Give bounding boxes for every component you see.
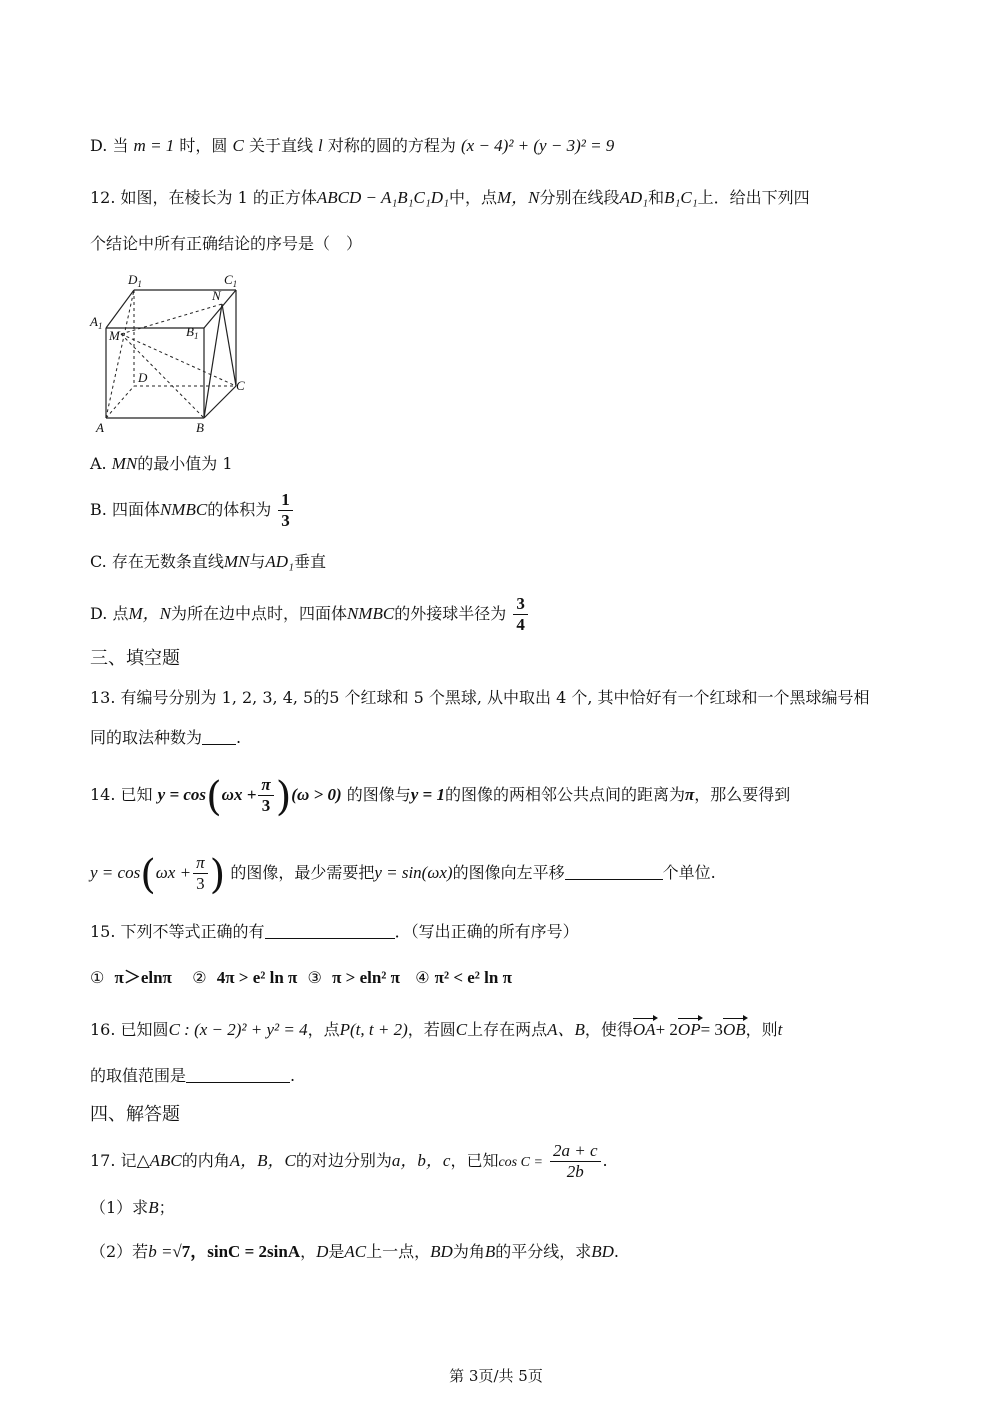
- answer-blank[interactable]: [202, 728, 236, 745]
- q12-option-a: A. MN的最小值为 1: [90, 454, 233, 473]
- q17-stem: 17. 记△ABC的内角A，B，C的对边分别为a，b，c，已知cos C = $\frac{2a + c}{2b}$ .: [90, 1141, 608, 1181]
- q15-line1: 15. 下列不等式正确的有 ．（写出正确的所有序号）: [90, 922, 579, 941]
- segment-mn: [121, 304, 222, 334]
- label-b: B: [196, 420, 204, 435]
- q16-line2: 的取值范围是 .: [90, 1066, 296, 1085]
- page-footer: 第 3页/共 5页: [449, 1367, 543, 1385]
- q12-option-b: B. 四面体NMBC的体积为 $\frac{1}{3}$: [90, 488, 295, 532]
- q13-line2: 同的取法种数为 .: [90, 728, 242, 747]
- q12-stem-line2: 个结论中所有正确结论的序号是（ ）: [90, 234, 363, 253]
- fraction-three-quarters: $\frac{3}{4}$: [513, 594, 528, 635]
- q12-stem-line1: 12. 如图，在棱长为 1 的正方体ABCD − A₁B₁C₁D₁中，点M，N分别在线段AD₁和B₁C₁上．给出下列四: [90, 188, 810, 207]
- q15-option-2: 4π > e² ln π: [216, 968, 298, 987]
- q14-line2: y = cos(ωx + $\frac{\pi}{3}$ ) 的图像，最少需要把y = sin(ωx)的图像向左平移 个单位.: [90, 852, 716, 898]
- segment-mb: [121, 334, 204, 418]
- q16-line1: 16. 已知圆C : (x − 2)² + y² = 4，点P(t, t + 2)，若圆C上存在两点A、B，使得OA+ 2OP= 3OB，则t: [90, 1020, 783, 1039]
- cube-figure: [88, 268, 258, 438]
- segment-nb: [204, 304, 222, 418]
- q17-part1: （1）求B；: [90, 1198, 175, 1217]
- label-n: N: [212, 288, 221, 303]
- section-heading-fill-in: 三、填空题: [90, 648, 180, 669]
- label-d1: $D_1$: [128, 272, 142, 289]
- q12-option-c: C. 存在无数条直线MN与AD₁垂直: [90, 552, 326, 571]
- q15-option-3: π > eln² π: [332, 968, 400, 987]
- q17-part2: （2）若b =√7，sinC = 2sinA，D是AC上一点，BD为角B的平分线，求BD.: [90, 1242, 620, 1261]
- answer-blank[interactable]: [265, 922, 395, 939]
- label-c1: $C_1$: [224, 272, 238, 289]
- fraction-one-third: $\frac{1}{3}$: [278, 490, 293, 531]
- q11-option-d: D. 当 m = 1 时，圆 C 关于直线 l 对称的圆的方程为 (x − 4)² + (y − 3)² = 9: [90, 136, 615, 155]
- circle-equation: (x − 4)² + (y − 3)² = 9: [460, 136, 615, 155]
- edge-a1d1: [106, 290, 134, 328]
- q13-line1: 13. 有编号分别为 1, 2, 3, 4, 5的5 个红球和 5 个黑球, 从中取出 4 个, 其中恰好有一个红球和一个黑球编号相: [90, 688, 870, 707]
- label-b1: $B_1$: [186, 324, 199, 341]
- label-m: M: [109, 328, 120, 343]
- label-d: D: [138, 370, 148, 385]
- answer-blank[interactable]: [565, 863, 663, 880]
- q14-line1: 14. 已知 y = cos(ωx + $\frac{\pi}{3}$ )(ω > 0) 的图像与y = 1的图像的两相邻公共点间的距离为π，那么要得到: [90, 774, 791, 820]
- q15-option-4: π² < e² ln π: [434, 968, 512, 987]
- section-heading-solutions: 四、解答题: [90, 1104, 180, 1125]
- q15-option-1: π＞elnπ: [114, 968, 172, 987]
- q15-options: ① π＞elnπ ② 4π > e² ln π ③ π > eln² π ④ π² < e² ln π: [90, 968, 512, 987]
- segment-nc: [222, 304, 236, 386]
- label-c: C: [236, 378, 245, 393]
- label-a: A: [96, 420, 104, 435]
- answer-blank[interactable]: [186, 1066, 290, 1083]
- edge-ad: [106, 386, 134, 418]
- q12-option-d: D. 点M，N为所在边中点时，四面体NMBC的外接球半径为 $\frac{3}{4}$: [90, 592, 530, 636]
- label-a1: $A_1$: [90, 314, 103, 331]
